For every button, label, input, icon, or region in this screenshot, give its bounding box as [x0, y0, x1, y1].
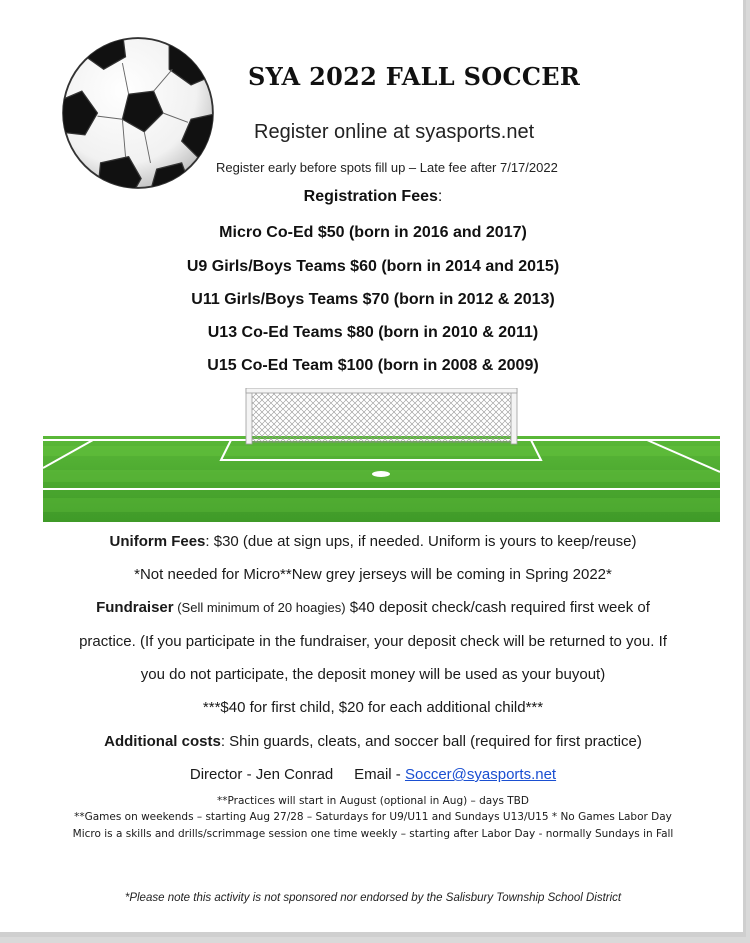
micro-note: Micro is a skills and drills/scrimmage session one time weekly – starting after Labor Day - normally Sundays in Fall [72, 828, 674, 840]
additional-costs-line: Additional costs: Shin guards, cleats, and soccer ball (required for first practice) [104, 733, 642, 750]
director-name: Director - Jen Conrad [189, 766, 334, 783]
late-fee-notice: Register early before spots fill up – Late fee after 7/17/2022 [216, 160, 558, 175]
uniform-fees-line: Uniform Fees: $30 (due at sign ups, if needed. Uniform is yours to keep/reuse) [109, 533, 637, 550]
soccer-ball-icon [60, 35, 216, 191]
fundraiser-line-2: practice. (If you participate in the fundraiser, your deposit check will be returned to you. If [79, 633, 667, 650]
flyer-title: SYA 2022 FALL SOCCER [248, 62, 581, 91]
disclaimer: *Please note this activity is not sponsored nor endorsed by the Salisbury Township School District [124, 892, 622, 904]
fee-u11: U11 Girls/Boys Teams $70 (born in 2012 & 2013) [191, 291, 555, 308]
fee-u13: U13 Co-Ed Teams $80 (born in 2010 & 2011) [207, 324, 539, 341]
fee-u9: U9 Girls/Boys Teams $60 (born in 2014 and 2015) [186, 258, 560, 275]
fee-micro: Micro Co-Ed $50 (born in 2016 and 2017) [219, 224, 527, 241]
fee-u15: U15 Co-Ed Team $100 (born in 2008 & 2009) [207, 357, 539, 374]
registration-fees-heading: Registration Fees: [303, 188, 443, 205]
games-note: **Games on weekends – starting Aug 27/28 – Saturdays for U9/U11 and Sundays U13/U15 * No Games Labor Day [74, 811, 672, 823]
practice-note: **Practices will start in August (optional in Aug) – days TBD [217, 795, 529, 807]
uniform-note: *Not needed for Micro**New grey jerseys will be coming in Spring 2022* [134, 566, 612, 583]
email-link[interactable]: Soccer@syasports.net [404, 766, 557, 783]
register-online-text: Register online at syasports.net [254, 121, 535, 143]
fundraiser-line: Fundraiser (Sell minimum of 20 hoagies) $40 deposit check/cash required first week of [96, 599, 650, 616]
fundraiser-child-pricing: ***$40 for first child, $20 for each additional child*** [202, 699, 544, 716]
contact-line: Director - Jen Conrad Email - Soccer@syasports.net [189, 766, 557, 783]
fundraiser-line-3: you do not participate, the deposit money will be used as your buyout) [140, 666, 606, 683]
soccer-field-image [43, 388, 720, 522]
